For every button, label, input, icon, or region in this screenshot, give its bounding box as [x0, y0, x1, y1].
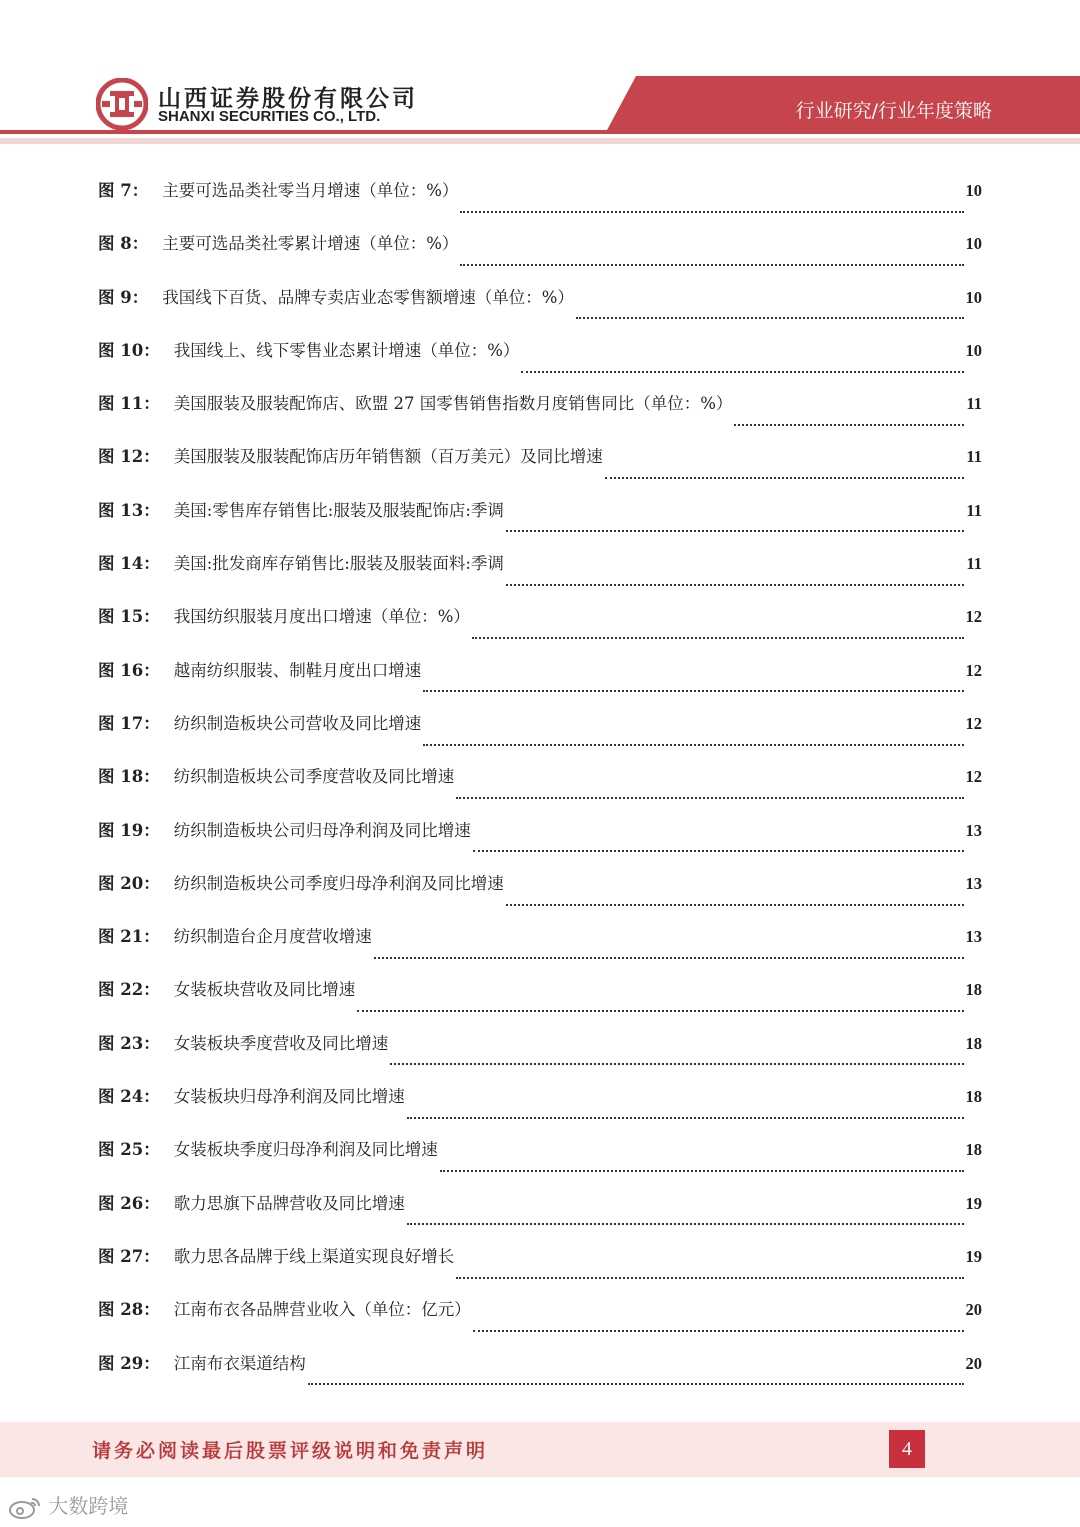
- toc-item-title: 主要可选品类社零累计增速（单位：%）: [162, 234, 459, 254]
- toc-item[interactable]: [98, 711, 982, 764]
- toc-item[interactable]: [98, 551, 982, 604]
- toc-leader-dots: [423, 676, 963, 692]
- toc-leader-dots: [576, 303, 964, 319]
- toc-item-title: 美国:零售库存销售比:服装及服装配饰店:季调: [173, 500, 504, 520]
- toc-item-label: 图 16：: [98, 660, 160, 680]
- toc-item[interactable]: [98, 1297, 982, 1350]
- toc-item-title: 美国服装及服装配饰店、欧盟 27 国零售销售指数月度销售同比（单位：%）: [173, 394, 733, 414]
- toc-item-title: 歌力思旗下品牌营收及同比增速: [173, 1193, 405, 1213]
- toc-item[interactable]: [98, 604, 982, 657]
- toc-item-label: 图 28：: [98, 1300, 160, 1320]
- toc-item[interactable]: [98, 444, 982, 497]
- toc-item-page: 10: [965, 340, 982, 360]
- toc-item-label: 图 8：: [98, 234, 149, 254]
- toc-item-label: 图 17：: [98, 713, 160, 733]
- toc-item-page: 18: [965, 1140, 982, 1160]
- page-footer: [0, 1422, 1080, 1477]
- toc-item[interactable]: [98, 231, 982, 284]
- company-name-cn: 山西证券股份有限公司: [158, 86, 418, 112]
- toc-leader-dots: [308, 1369, 964, 1385]
- toc-item[interactable]: [98, 658, 982, 711]
- toc-item[interactable]: [98, 977, 982, 1030]
- toc-item-page: 13: [965, 820, 982, 840]
- toc-leader-dots: [407, 1103, 964, 1119]
- toc-item[interactable]: [98, 1031, 982, 1084]
- toc-item-title: 纺织制造板块公司季度营收及同比增速: [173, 767, 455, 787]
- toc-item-label: 图 19：: [98, 820, 160, 840]
- toc-leader-dots: [473, 1316, 964, 1332]
- toc-item-label: 图 24：: [98, 1087, 160, 1107]
- toc-leader-dots: [407, 1209, 964, 1225]
- toc-item-title: 纺织制造台企月度营收增速: [173, 927, 372, 947]
- toc-item[interactable]: [98, 1137, 982, 1190]
- toc-item[interactable]: [98, 871, 982, 924]
- toc-item-page: 20: [965, 1300, 982, 1320]
- toc-leader-dots: [521, 357, 963, 373]
- toc-item-page: 20: [965, 1353, 982, 1373]
- toc-item-page: 11: [966, 394, 982, 414]
- toc-item-title: 女装板块营收及同比增速: [173, 980, 356, 1000]
- toc-item-page: 13: [965, 873, 982, 893]
- toc-leader-dots: [506, 890, 964, 906]
- toc-leader-dots: [472, 623, 964, 639]
- toc-item-label: 图 22：: [98, 980, 160, 1000]
- toc-item-title: 我国线上、线下零售业态累计增速（单位：%）: [173, 340, 520, 360]
- toc-item-page: 12: [965, 713, 982, 733]
- toc-item-page: 12: [965, 660, 982, 680]
- disclaimer-notice: 请务必阅读最后股票评级说明和免责声明: [92, 1440, 489, 1462]
- toc-item[interactable]: [98, 818, 982, 871]
- weibo-icon: [8, 1496, 42, 1520]
- toc-leader-dots: [456, 783, 963, 799]
- toc-item[interactable]: [98, 285, 982, 338]
- toc-item-page: 18: [965, 1087, 982, 1107]
- toc-item-title: 女装板块季度归母净利润及同比增速: [173, 1140, 438, 1160]
- toc-leader-dots: [357, 996, 963, 1012]
- toc-item[interactable]: [98, 338, 982, 391]
- toc-item-page: 11: [966, 447, 982, 467]
- toc-item-title: 歌力思各品牌于线上渠道实现良好增长: [173, 1246, 455, 1266]
- toc-leader-dots: [374, 943, 964, 959]
- toc-item-page: 19: [965, 1246, 982, 1266]
- toc-item-label: 图 7：: [98, 181, 149, 200]
- toc-item-title: 纺织制造板块公司季度归母净利润及同比增速: [173, 873, 504, 893]
- toc-item-label: 图 21：: [98, 927, 160, 947]
- toc-item-label: 图 13：: [98, 500, 160, 520]
- toc-item-page: 10: [965, 181, 982, 200]
- toc-item[interactable]: [98, 1084, 982, 1137]
- toc-item-label: 图 26：: [98, 1193, 160, 1213]
- toc-item-page: 12: [965, 607, 982, 627]
- toc-item-label: 图 10：: [98, 340, 160, 360]
- toc-item-label: 图 14：: [98, 554, 160, 574]
- toc-item-page: 13: [965, 927, 982, 947]
- toc-item[interactable]: [98, 391, 982, 444]
- page-header: [0, 0, 1080, 150]
- toc-item-label: 图 20：: [98, 873, 160, 893]
- toc-item-label: 图 29：: [98, 1353, 160, 1373]
- shanxi-securities-logo-icon: [96, 78, 148, 130]
- toc-item-title: 我国纺织服装月度出口增速（单位：%）: [173, 607, 470, 627]
- toc-leader-dots: [456, 1263, 963, 1279]
- toc-item-page: 19: [965, 1193, 982, 1213]
- watermark: [8, 1490, 128, 1520]
- toc-item-page: 18: [965, 1033, 982, 1053]
- page-number: 4: [889, 1430, 925, 1468]
- report-type: 行业研究/行业年度策略: [795, 100, 992, 122]
- toc-item-title: 女装板块归母净利润及同比增速: [173, 1087, 405, 1107]
- toc-item[interactable]: [98, 1191, 982, 1244]
- toc-item-label: 图 11：: [98, 394, 160, 414]
- toc-item-label: 图 12：: [98, 447, 160, 467]
- toc-item-title: 美国:批发商库存销售比:服装及服装面料:季调: [173, 554, 504, 574]
- toc-leader-dots: [460, 197, 963, 213]
- toc-item-page: 11: [966, 500, 982, 520]
- toc-leader-dots: [390, 1049, 963, 1065]
- toc-item[interactable]: [98, 498, 982, 551]
- header-band: [0, 0, 1080, 150]
- toc-item-title: 主要可选品类社零当月增速（单位：%）: [162, 181, 459, 200]
- toc-item[interactable]: [98, 764, 982, 817]
- toc-item-title: 江南布衣渠道结构: [173, 1353, 306, 1373]
- toc-item-page: 18: [965, 980, 982, 1000]
- toc-item-title: 越南纺织服装、制鞋月度出口增速: [173, 660, 422, 680]
- toc-item-label: 图 23：: [98, 1033, 160, 1053]
- toc-item-label: 图 18：: [98, 767, 160, 787]
- toc-leader-dots: [423, 730, 963, 746]
- toc-item-page: 12: [965, 767, 982, 787]
- toc-item-page: 10: [965, 234, 982, 254]
- toc-item-label: 图 9：: [98, 287, 149, 307]
- toc-leader-dots: [440, 1156, 964, 1172]
- toc-item-label: 图 27：: [98, 1246, 160, 1266]
- toc-item-page: 10: [965, 287, 982, 307]
- watermark-text: 大数跨境: [48, 1494, 129, 1518]
- toc-item[interactable]: [98, 1244, 982, 1297]
- toc-leader-dots: [460, 250, 963, 266]
- toc-item[interactable]: [98, 1351, 982, 1404]
- toc-item-title: 美国服装及服装配饰店历年销售额（百万美元）及同比增速: [173, 447, 603, 467]
- toc-item-title: 纺织制造板块公司归母净利润及同比增速: [173, 820, 471, 840]
- company-name-en: SHANXI SECURITIES CO., LTD.: [158, 108, 381, 125]
- toc-item-title: 我国线下百货、品牌专卖店业态零售额增速（单位：%）: [162, 287, 574, 307]
- toc-item-title: 江南布衣各品牌营业收入（单位：亿元）: [173, 1300, 471, 1320]
- figure-toc: [98, 178, 982, 1404]
- toc-item[interactable]: [98, 178, 982, 231]
- toc-leader-dots: [506, 516, 965, 532]
- toc-item-title: 纺织制造板块公司营收及同比增速: [173, 713, 422, 733]
- toc-leader-dots: [506, 570, 965, 586]
- toc-leader-dots: [473, 836, 964, 852]
- toc-item[interactable]: [98, 924, 982, 977]
- toc-leader-dots: [605, 463, 965, 479]
- toc-item-label: 图 15：: [98, 607, 160, 627]
- toc-item-page: 11: [966, 554, 982, 574]
- toc-leader-dots: [734, 410, 964, 426]
- toc-item-label: 图 25：: [98, 1140, 160, 1160]
- toc-item-title: 女装板块季度营收及同比增速: [173, 1033, 389, 1053]
